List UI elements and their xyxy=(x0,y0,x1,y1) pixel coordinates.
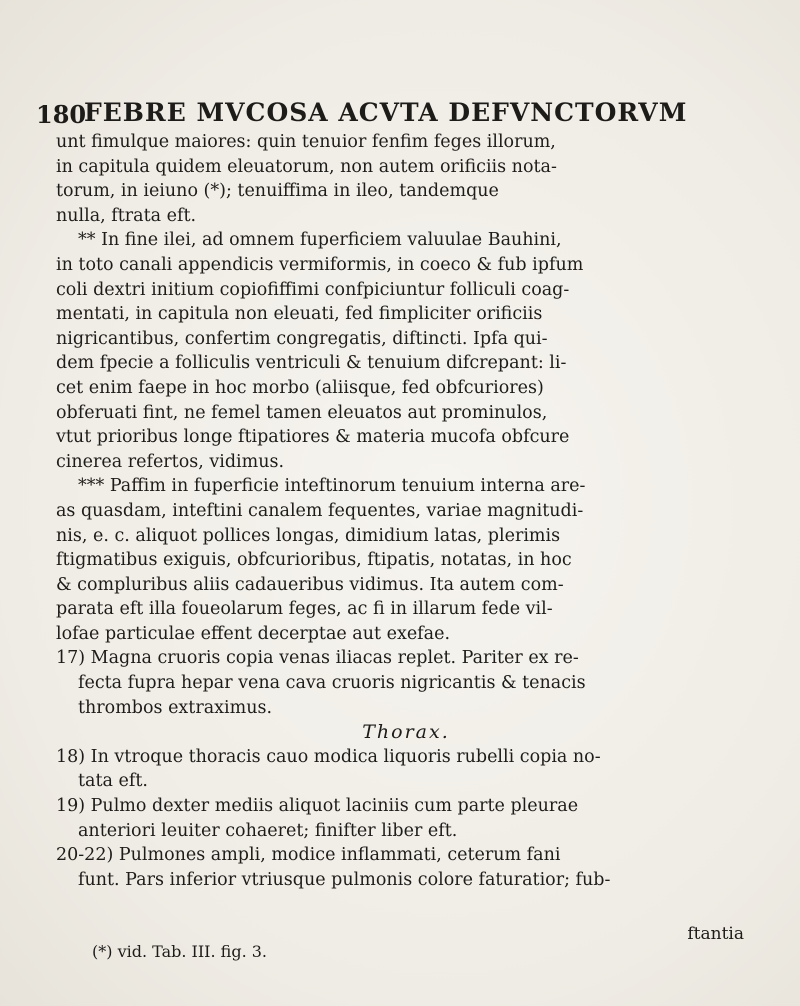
text-line: as quasdam, inteftini canalem fequentes, variae magnitudi- xyxy=(56,500,584,521)
text-line: tata eft. xyxy=(78,771,148,792)
page-header xyxy=(36,92,766,132)
text-line: in capitula quidem eleuatorum, non autem orificiis nota- xyxy=(56,156,557,177)
text-line: torum, in ieiuno (*); tenuiffima in ileo, tandemque xyxy=(56,181,499,202)
text-line: unt fimulque maiores: quin tenuior fenfim feges illorum, xyxy=(56,132,556,152)
text-line: & compluribus aliis cadaueribus vidimus. Ita autem com- xyxy=(56,574,564,595)
footnote: (*) vid. Tab. III. fig. 3. xyxy=(92,942,268,961)
text-line: in toto canali appendicis vermiformis, in coeco & fub ipfum xyxy=(56,254,584,275)
text-line: coli dextri initium copiofiffimi confpiciuntur folliculi coag- xyxy=(56,279,570,300)
text-line: 20-22) Pulmones ampli, modice inflammati, ceterum fani xyxy=(56,845,561,866)
text-line: dem fpecie a folliculis ventriculi & tenuium difcrepant: li- xyxy=(56,353,567,374)
text-line: *** Paffim in fuperficie inteftinorum tenuium interna are- xyxy=(78,476,586,497)
text-line: obferuati fint, ne femel tamen eleuatos aut prominulos, xyxy=(56,402,548,423)
text-line: cinerea refertos, vidimus. xyxy=(56,451,285,472)
text-line: ftigmatibus exiguis, obfcurioribus, ftipatis, notatas, in hoc xyxy=(56,550,572,571)
text-line: nis, e. c. aliquot pollices longas, dimidium latas, plerimis xyxy=(56,525,561,546)
running-title: FEBRE MVCOSA ACVTA DEFVNCTORVM xyxy=(84,98,688,127)
text-line: 17) Magna cruoris copia venas iliacas replet. Pariter ex re- xyxy=(56,648,579,669)
text-line: 19) Pulmo dexter mediis aliquot laciniis cum parte pleurae xyxy=(56,796,579,817)
text-line: parata eft illa foueolarum feges, ac fi in illarum fede vil- xyxy=(56,599,553,620)
text-line: fecta fupra hepar vena cava cruoris nigricantis & tenacis xyxy=(78,673,586,694)
text-line: cet enim faepe in hoc morbo (aliisque, fed obfcuriores) xyxy=(56,377,544,398)
text-line: vtut prioribus longe ftipatiores & materia mucofa obfcure xyxy=(56,427,570,448)
text-line: thrombos extraximus. xyxy=(78,697,273,718)
text-line: funt. Pars inferior vtriusque pulmonis colore faturatior; fub- xyxy=(78,869,611,890)
text-line: mentati, in capitula non eleuati, fed fimpliciter orificiis xyxy=(56,304,543,325)
body-text xyxy=(56,130,756,892)
catchword: ftantia xyxy=(687,924,744,944)
section-heading: Thorax. xyxy=(362,721,450,744)
page-number: 180 xyxy=(36,100,87,129)
text-line: nulla, ftrata eft. xyxy=(56,205,197,226)
text-line: 18) In vtroque thoracis cauo modica liquoris rubelli copia no- xyxy=(56,746,601,767)
text-line: nigricantibus, confertim congregatis, diftincti. Ipfa qui- xyxy=(56,328,548,349)
text-line: anteriori leuiter cohaeret; finifter liber eft. xyxy=(78,820,458,841)
text-line: ** In fine ilei, ad omnem fuperficiem valuulae Bauhini, xyxy=(78,230,562,251)
text-line: lofae particulae effent decerptae aut exefae. xyxy=(56,623,451,644)
